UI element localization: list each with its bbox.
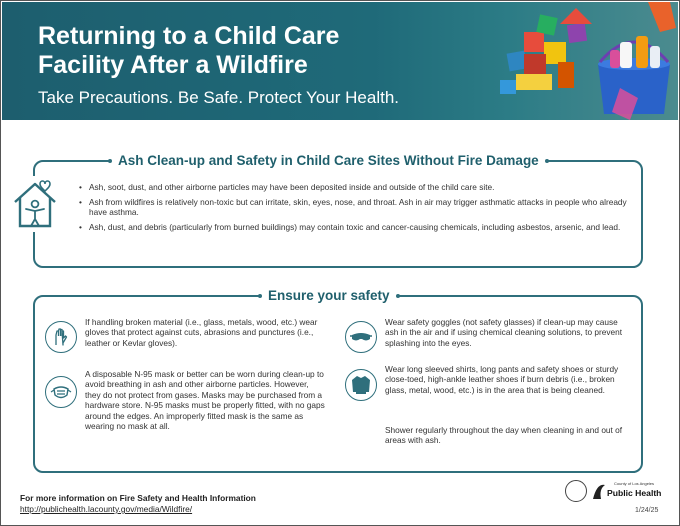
publication-date: 1/24/25 bbox=[635, 507, 659, 514]
county-seal-logo bbox=[565, 480, 587, 502]
toys-and-cleaning-supplies-illustration bbox=[480, 2, 678, 120]
list-item: • Ash, soot, dust, and other airborne particles may have been deposited inside and outside of the child care site. bbox=[79, 182, 631, 193]
title-line-2: Facility After a Wildfire bbox=[38, 51, 308, 79]
public-health-logo-text: Public Health bbox=[607, 488, 662, 498]
page-subtitle: Take Precautions. Be Safe. Protect Your Health. bbox=[38, 88, 399, 107]
header-banner bbox=[2, 2, 678, 120]
ensure-safety-panel bbox=[33, 288, 643, 473]
title-line-1: Returning to a Child Care bbox=[38, 22, 340, 50]
list-item: • Ash from wildfires is relatively non-toxic but can irritate, skin, eyes, nose, and throat. Ash in air may trigger asthmatic attacks in people who already have asthma. bbox=[79, 197, 631, 218]
clothing-text: Wear long sleeved shirts, long pants and safety shoes or sturdy close-toed, high-ankle leather shoes if burn debris (i.e., broken glass, metal, wood, etc.) is in the area that is being cleaned. bbox=[385, 364, 619, 395]
footer-info-label: For more information on Fire Safety and Health Information bbox=[20, 493, 256, 503]
goggles-icon bbox=[345, 321, 377, 353]
page-title bbox=[38, 22, 458, 80]
goggles-text: Wear safety goggles (not safety glasses) if clean-up may cause ash in the air and if using chemical cleaning solutions, to prevent splashing into the eyes. bbox=[385, 317, 623, 348]
mask-icon bbox=[45, 376, 77, 408]
shower-text: Shower regularly throughout the day when cleaning in and out of areas with ash. bbox=[385, 425, 623, 446]
public-health-logo-subtext: County of Los Angeles bbox=[614, 481, 655, 486]
house-with-child-icon bbox=[9, 176, 61, 232]
wildfire-info-link[interactable]: http://publichealth.lacounty.gov/media/Wildfire/ bbox=[20, 504, 193, 514]
list-item: • Ash, dust, and debris (particularly from burned buildings) may contain toxic and cancer-causing chemicals, including asbestos, arsenic, and lead. bbox=[79, 222, 631, 233]
mask-text: A disposable N-95 mask or better can be worn during clean-up to avoid breathing in ash and other airborne particles. However, they do not protect from gases. Masks may be purchased from a hardware store. N-95 masks must be properly fitted, with no gaps around the edges. An improperly fitted mask is the same as wearing no mask at all. bbox=[85, 369, 325, 432]
ash-cleanup-title: Ash Clean-up and Safety in Child Care Sites Without Fire Damage bbox=[110, 152, 547, 170]
long-sleeve-shirt-icon bbox=[345, 369, 377, 401]
ensure-safety-title: Ensure your safety bbox=[260, 287, 398, 305]
ash-cleanup-panel bbox=[33, 153, 643, 268]
ash-cleanup-list bbox=[79, 182, 631, 236]
gloves-icon bbox=[45, 321, 77, 353]
gloves-text: If handling broken material (i.e., glass, metals, wood, etc.) wear gloves that protect against cuts, abrasions and punctures (i.e., leather or Kevlar gloves). bbox=[85, 317, 318, 348]
